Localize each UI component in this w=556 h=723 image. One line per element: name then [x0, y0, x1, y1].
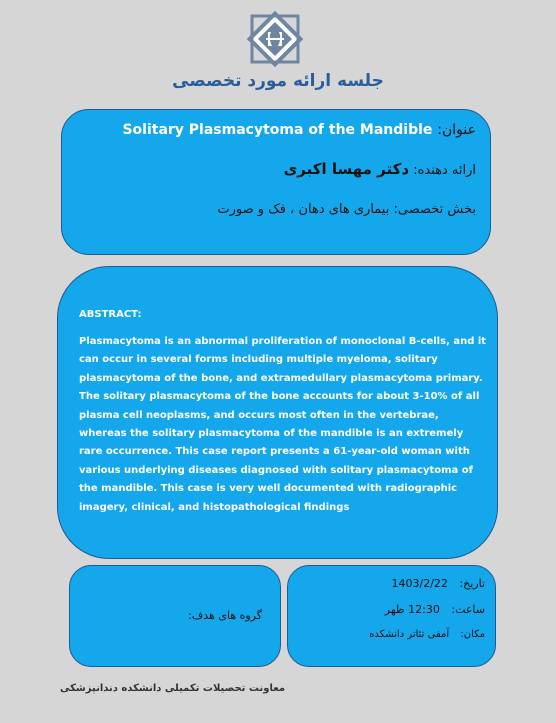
university-emblem-icon — [244, 8, 306, 70]
time-value: 12:30 ظهر — [384, 603, 440, 616]
target-groups-card — [69, 565, 281, 667]
target-groups-label: گروه های هدف: — [188, 609, 262, 622]
abstract-heading: ABSTRACT: — [79, 309, 142, 320]
department-label: بخش تخصصی: — [393, 202, 476, 217]
topic-label: عنوان: — [437, 122, 476, 138]
presenter-row — [284, 160, 476, 178]
topic-row — [122, 122, 476, 138]
abstract-card — [57, 266, 498, 559]
time-row — [385, 603, 485, 616]
presenter-label: ارائه دهنده: — [413, 163, 476, 178]
department-row — [217, 202, 476, 217]
time-label: ساعت: — [451, 603, 485, 616]
place-label: مکان: — [460, 629, 485, 640]
presenter-name: دکتر مهسا اکبری — [283, 160, 410, 178]
place-value: آمفی تئاتر دانشکده — [369, 629, 450, 640]
place-row — [369, 629, 485, 640]
abstract-body: Plasmacytoma is an abnormal proliferation of monoclonal B-cells, and it can occur in several forms including multiple myeloma, solitary plasmacytoma of the bone, and extramedullary plasmacytoma primary. The solitary plasmacytoma of the bone accounts for about 3-10% of all plasma cell neoplasms, and occurs most often in the vertebrae, whereas the solitary plasmacytoma of the mandible is an extremely rare occurrence. This case report presents a 61-year-old woman with various underlying diseases diagnosed with solitary plasmacytoma of the mandible. This case is very well documented with radiographic imagery, clinical, and histopathological findings — [79, 336, 487, 513]
session-title: جلسه ارائه مورد تخصصی — [172, 71, 384, 91]
topic-value: Solitary Plasmacytoma of the Mandible — [122, 122, 433, 138]
date-value: 1403/2/22 — [391, 577, 448, 590]
footer-office: معاونت تحصیلات تکمیلی دانشکده دندانپزشکی — [60, 683, 286, 694]
schedule-card — [287, 565, 496, 667]
date-label: تاریخ: — [459, 577, 485, 590]
department-value: بیماری های دهان ، فک و صورت — [217, 202, 390, 217]
presentation-info-card — [61, 109, 491, 255]
date-row — [392, 577, 486, 590]
